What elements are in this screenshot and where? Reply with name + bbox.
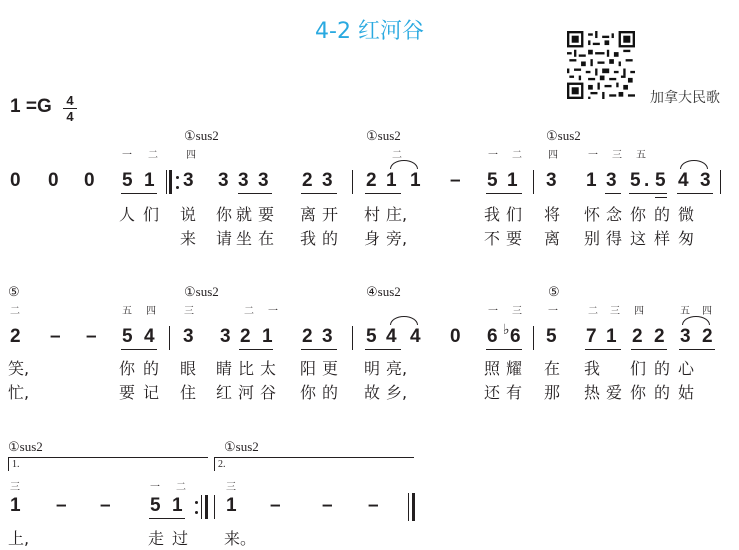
lyric: 的 — [143, 359, 160, 378]
note: 5 — [122, 326, 133, 347]
note: 5 — [487, 170, 498, 191]
lyric: 旁, — [386, 229, 408, 248]
tie — [390, 316, 418, 325]
lyric: 乡, — [386, 383, 408, 402]
lyric: 得 — [606, 229, 623, 248]
lyric: 说 — [180, 205, 197, 224]
lyric: 上, — [8, 529, 30, 548]
volta-bracket — [8, 457, 208, 458]
lyric: 在 — [544, 359, 561, 378]
repeat-dot — [176, 186, 179, 189]
note: 5 — [546, 326, 557, 347]
repeat-end-barline — [205, 495, 208, 519]
note: 2 — [366, 170, 377, 191]
finger-mark: 二 — [392, 150, 402, 161]
lyric: 姑 — [678, 383, 695, 402]
song-origin: 加拿大民歌 — [650, 90, 720, 106]
underline — [239, 349, 273, 350]
underline — [486, 193, 522, 194]
lyric: 故 — [364, 383, 381, 402]
chord-symbol: ①sus2 — [366, 128, 401, 143]
underline — [365, 349, 401, 350]
finger-mark: 二 — [588, 306, 598, 317]
repeat-start-barline — [169, 170, 172, 194]
note: 3 — [322, 326, 333, 347]
note: 1 — [410, 170, 421, 191]
lyric: 微 — [678, 205, 695, 224]
barline — [720, 170, 721, 194]
note: 0 — [48, 170, 59, 191]
lyric: 来。 — [224, 529, 257, 548]
lyric: 的 — [322, 229, 339, 248]
lyric: 你 — [119, 359, 136, 378]
lyric: 们 — [506, 205, 523, 224]
note: 4 — [678, 170, 689, 191]
finger-mark: 一 — [488, 150, 498, 161]
lyric: 红 — [216, 383, 233, 402]
dash: – — [56, 495, 67, 516]
lyric: 样 — [654, 229, 671, 248]
lyric: 匆 — [678, 229, 695, 248]
lyric: 那 — [544, 383, 561, 402]
tie — [390, 160, 418, 169]
lyric: 心 — [678, 359, 695, 378]
underline — [301, 349, 337, 350]
lyric: 河 — [238, 383, 255, 402]
finger-mark: ⑤ — [548, 284, 560, 299]
final-barline — [412, 493, 415, 521]
lyric: 住 — [180, 383, 197, 402]
lyric: 照 — [484, 359, 501, 378]
underline — [629, 193, 667, 194]
note: 2 — [10, 326, 21, 347]
note: 3 — [258, 170, 269, 191]
barline — [169, 326, 170, 350]
note: 5 — [366, 326, 377, 347]
qr-code — [567, 31, 635, 99]
lyric: 们 — [143, 205, 160, 224]
note: 6 — [487, 326, 498, 347]
note: 4 — [144, 326, 155, 347]
underline — [486, 349, 522, 350]
finger-mark: 二 — [10, 306, 20, 317]
lyric: 人 — [119, 205, 136, 224]
chord-symbol: ①sus2 — [546, 128, 581, 143]
underline — [655, 197, 667, 198]
lyric: 谷 — [260, 383, 277, 402]
note: 1 — [10, 495, 21, 516]
dash: – — [270, 495, 281, 516]
underline — [238, 193, 272, 194]
note: 2 — [240, 326, 251, 347]
note: 3 — [183, 326, 194, 347]
barline — [166, 170, 167, 194]
dash: – — [322, 495, 333, 516]
lyric: 的 — [322, 383, 339, 402]
lyric: 离 — [544, 229, 561, 248]
note: 1 — [386, 170, 397, 191]
finger-mark: 二 — [512, 150, 522, 161]
note: 2 — [702, 326, 713, 347]
lyric: 来 — [180, 229, 197, 248]
dash: – — [368, 495, 379, 516]
underline — [149, 518, 185, 519]
lyric: 开 — [322, 205, 339, 224]
finger-mark: 二 — [148, 150, 158, 161]
finger-mark: 一 — [548, 306, 558, 317]
underline — [677, 193, 713, 194]
page-title: 4-2 红河谷 — [315, 19, 424, 44]
lyric: 更 — [322, 359, 339, 378]
augmentation-dot: . — [644, 170, 650, 191]
final-barline — [408, 493, 409, 521]
note: 3 — [238, 170, 249, 191]
lyric: 身 — [364, 229, 381, 248]
note: 3 — [322, 170, 333, 191]
volta-bracket — [214, 457, 215, 471]
lyric: 就 — [236, 205, 253, 224]
lyric: 笑, — [8, 359, 30, 378]
chord-symbol: ①sus2 — [8, 439, 43, 454]
tie — [680, 160, 708, 169]
barline — [352, 326, 353, 350]
note: 2 — [302, 326, 313, 347]
lyric: 还 — [484, 383, 501, 402]
finger-mark: 四 — [634, 306, 644, 317]
lyric: 过 — [172, 529, 189, 548]
finger-mark: 三 — [10, 482, 20, 493]
note: 4 — [386, 326, 397, 347]
volta-bracket — [214, 457, 414, 458]
lyric: 别 — [584, 229, 601, 248]
finger-mark: 二 — [176, 482, 186, 493]
finger-mark: 一 — [150, 482, 160, 493]
lyric: 我 — [300, 229, 317, 248]
lyric: 亮, — [386, 359, 408, 378]
lyric: 不 — [484, 229, 501, 248]
finger-mark: 二 — [244, 306, 254, 317]
lyric: 在 — [258, 229, 275, 248]
finger-mark: 一 — [588, 150, 598, 161]
note: 3 — [220, 326, 231, 347]
lyric: 耀 — [506, 359, 523, 378]
lyric: 睛 — [216, 359, 233, 378]
lyric: 爱 — [606, 383, 623, 402]
note: 0 — [84, 170, 95, 191]
volta-2-label: 2. — [218, 459, 226, 470]
underline — [679, 349, 715, 350]
lyric: 念 — [606, 205, 623, 224]
barline — [533, 326, 534, 350]
underline — [121, 193, 157, 194]
barline — [352, 170, 353, 194]
note: 2 — [302, 170, 313, 191]
lyric: 你 — [300, 383, 317, 402]
finger-mark: 五 — [122, 306, 132, 317]
lyric: 明 — [364, 359, 381, 378]
meter-bottom: 4 — [66, 109, 74, 124]
note: 1 — [144, 170, 155, 191]
lyric: 们 — [630, 359, 647, 378]
lyric: 这 — [630, 229, 647, 248]
lyric: 你 — [630, 205, 647, 224]
note: 5 — [122, 170, 133, 191]
finger-mark: 四 — [548, 150, 558, 161]
dash: – — [450, 170, 461, 191]
lyric: 要 — [506, 229, 523, 248]
repeat-dot — [176, 176, 179, 179]
lyric: 你 — [216, 205, 233, 224]
lyric: 忙, — [8, 383, 30, 402]
lyric: 离 — [300, 205, 317, 224]
note: 3 — [680, 326, 691, 347]
chord-symbol: ①sus2 — [224, 439, 259, 454]
note: 7 — [586, 326, 597, 347]
note: 3 — [218, 170, 229, 191]
lyric: 我 — [584, 359, 601, 378]
meter-top: 4 — [66, 93, 74, 108]
finger-mark: 三 — [226, 482, 236, 493]
lyric: 热 — [584, 383, 601, 402]
barline — [201, 495, 202, 519]
lyric: 记 — [143, 383, 160, 402]
note: 3 — [546, 170, 557, 191]
lyric: 庄, — [386, 205, 408, 224]
underline — [121, 349, 157, 350]
note: 0 — [450, 326, 461, 347]
underline — [605, 193, 621, 194]
finger-mark: 三 — [184, 306, 194, 317]
finger-mark: 四 — [186, 150, 196, 161]
finger-mark: 三 — [612, 150, 622, 161]
lyric: 请 — [216, 229, 233, 248]
note: 1 — [507, 170, 518, 191]
lyric: 阳 — [300, 359, 317, 378]
note: 5 — [150, 495, 161, 516]
chord-symbol: ④sus2 — [366, 284, 401, 299]
finger-mark: 四 — [702, 306, 712, 317]
lyric: 眼 — [180, 359, 197, 378]
tie — [682, 316, 710, 325]
lyric: 我 — [484, 205, 501, 224]
lyric: 你 — [630, 383, 647, 402]
note: 0 — [10, 170, 21, 191]
lyric: 太 — [260, 359, 277, 378]
lyric: 的 — [654, 359, 671, 378]
finger-mark: 三 — [610, 306, 620, 317]
finger-mark: ⑤ — [8, 284, 20, 299]
note: 5 — [655, 170, 666, 191]
note: 6 — [510, 326, 521, 347]
note: 1 — [172, 495, 183, 516]
finger-mark: 五 — [680, 306, 690, 317]
dash: – — [100, 495, 111, 516]
note: 1 — [586, 170, 597, 191]
lyric: 的 — [654, 205, 671, 224]
underline — [585, 349, 621, 350]
chord-symbol: ①sus2 — [184, 128, 219, 143]
note: 1 — [262, 326, 273, 347]
volta-1-label: 1. — [12, 459, 20, 470]
underline — [301, 193, 337, 194]
dash: – — [86, 326, 97, 347]
note: 1 — [606, 326, 617, 347]
note: 3 — [183, 170, 194, 191]
note: 5 — [630, 170, 641, 191]
lyric: 要 — [119, 383, 136, 402]
finger-mark: 三 — [512, 306, 522, 317]
note: 2 — [654, 326, 665, 347]
lyric: 怀 — [584, 205, 601, 224]
lyric: 村 — [364, 205, 381, 224]
repeat-dot — [195, 511, 198, 514]
chord-symbol: ①sus2 — [184, 284, 219, 299]
lyric: 比 — [238, 359, 255, 378]
underline — [631, 349, 667, 350]
note: 3 — [700, 170, 711, 191]
finger-mark: 五 — [636, 150, 646, 161]
key-signature: 1 =G — [10, 96, 52, 117]
lyric: 的 — [654, 383, 671, 402]
volta-bracket — [8, 457, 9, 471]
dash: – — [50, 326, 61, 347]
lyric: 将 — [544, 205, 561, 224]
lyric: 走 — [148, 529, 165, 548]
time-signature — [63, 94, 77, 123]
note: 3 — [606, 170, 617, 191]
lyric: 坐 — [236, 229, 253, 248]
lyric: 要 — [258, 205, 275, 224]
flat-sign: ♭ — [503, 322, 510, 338]
finger-mark: 四 — [146, 306, 156, 317]
finger-mark: 一 — [268, 306, 278, 317]
barline — [533, 170, 534, 194]
repeat-dot — [195, 501, 198, 504]
finger-mark: 一 — [122, 150, 132, 161]
note: 4 — [410, 326, 421, 347]
finger-mark: 一 — [488, 306, 498, 317]
note: 1 — [226, 495, 237, 516]
underline — [365, 193, 401, 194]
lyric: 有 — [506, 383, 523, 402]
note: 2 — [632, 326, 643, 347]
barline — [214, 495, 215, 519]
